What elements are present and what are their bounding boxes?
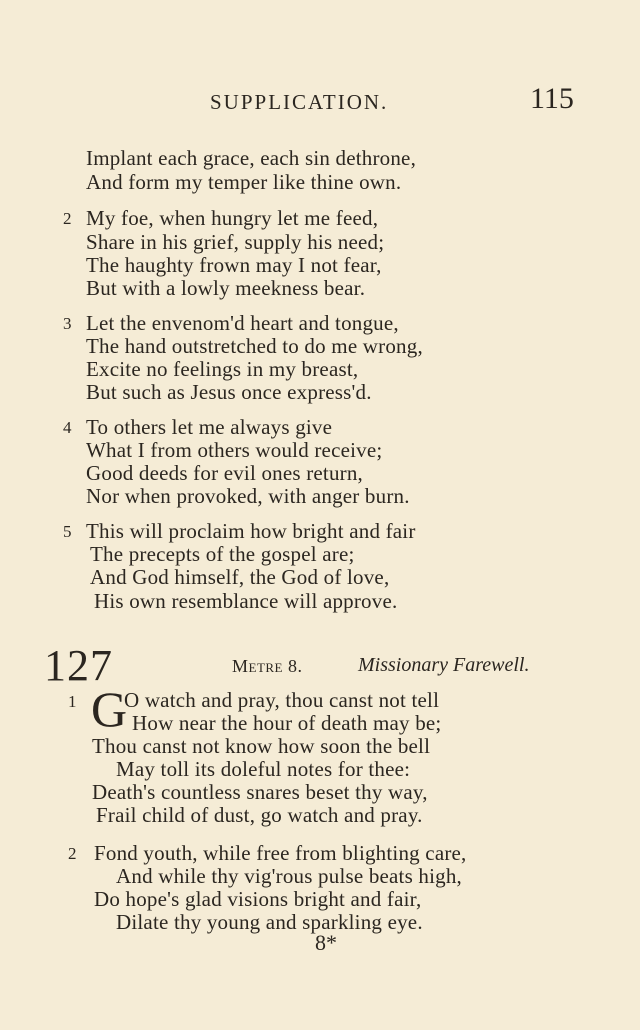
verse-line: Share in his grief, supply his need; xyxy=(86,230,385,254)
hymn-number: 127 xyxy=(44,641,113,690)
verse-line: To others let me always give xyxy=(86,415,333,439)
tune-name: Missionary Farewell. xyxy=(358,654,530,676)
page-number: 115 xyxy=(530,82,574,115)
verse-number: 1 xyxy=(68,692,77,711)
verse-line: Death's countless snares beset thy way, xyxy=(92,780,428,804)
verse-line: O watch and pray, thou canst not tell xyxy=(124,688,440,712)
metre-label: Metre 8. xyxy=(232,656,303,676)
verse-line: How near the hour of death may be; xyxy=(132,711,442,735)
signature-mark: 8* xyxy=(315,930,337,955)
verse-line: Let the envenom'd heart and tongue, xyxy=(86,311,399,335)
continuation-line: And form my temper like thine own. xyxy=(86,170,402,194)
running-header-title: SUPPLICATION. xyxy=(210,90,389,114)
verse-line: His own resemblance will approve. xyxy=(94,589,398,613)
verse-line: What I from others would receive; xyxy=(86,438,383,462)
verse-line: Dilate thy young and sparkling eye. xyxy=(116,910,423,934)
verse-line: Excite no feelings in my breast, xyxy=(86,357,359,381)
verse-line: And while thy vig'rous pulse beats high, xyxy=(116,864,462,888)
verse-number: 5 xyxy=(63,522,72,541)
verse-line: Good deeds for evil ones return, xyxy=(86,461,363,485)
verse-line: The haughty frown may I not fear, xyxy=(86,253,382,277)
verse-number: 3 xyxy=(63,314,72,333)
drop-cap: G xyxy=(91,681,128,737)
verse-line: And God himself, the God of love, xyxy=(90,565,390,589)
verse-line: The precepts of the gospel are; xyxy=(90,542,355,566)
verse-number: 2 xyxy=(63,209,72,228)
verse-line: This will proclaim how bright and fair xyxy=(86,519,416,543)
verse-number: 4 xyxy=(63,418,72,437)
verse-line: Frail child of dust, go watch and pray. xyxy=(96,803,423,827)
continuation-line: Implant each grace, each sin dethrone, xyxy=(86,146,417,170)
verse-line: The hand outstretched to do me wrong, xyxy=(86,334,423,358)
verse-line: May toll its doleful notes for thee: xyxy=(116,757,411,781)
verse-line: Thou canst not know how soon the bell xyxy=(92,734,431,758)
verse-line: But such as Jesus once express'd. xyxy=(86,380,372,404)
verse-line: My foe, when hungry let me feed, xyxy=(86,206,379,230)
verse-line: But with a lowly meekness bear. xyxy=(86,276,366,300)
verse-line: Fond youth, while free from blighting care, xyxy=(94,841,467,865)
verse-line: Do hope's glad visions bright and fair, xyxy=(94,887,422,911)
verse-number: 2 xyxy=(68,844,77,863)
verse-line: Nor when provoked, with anger burn. xyxy=(86,484,410,508)
